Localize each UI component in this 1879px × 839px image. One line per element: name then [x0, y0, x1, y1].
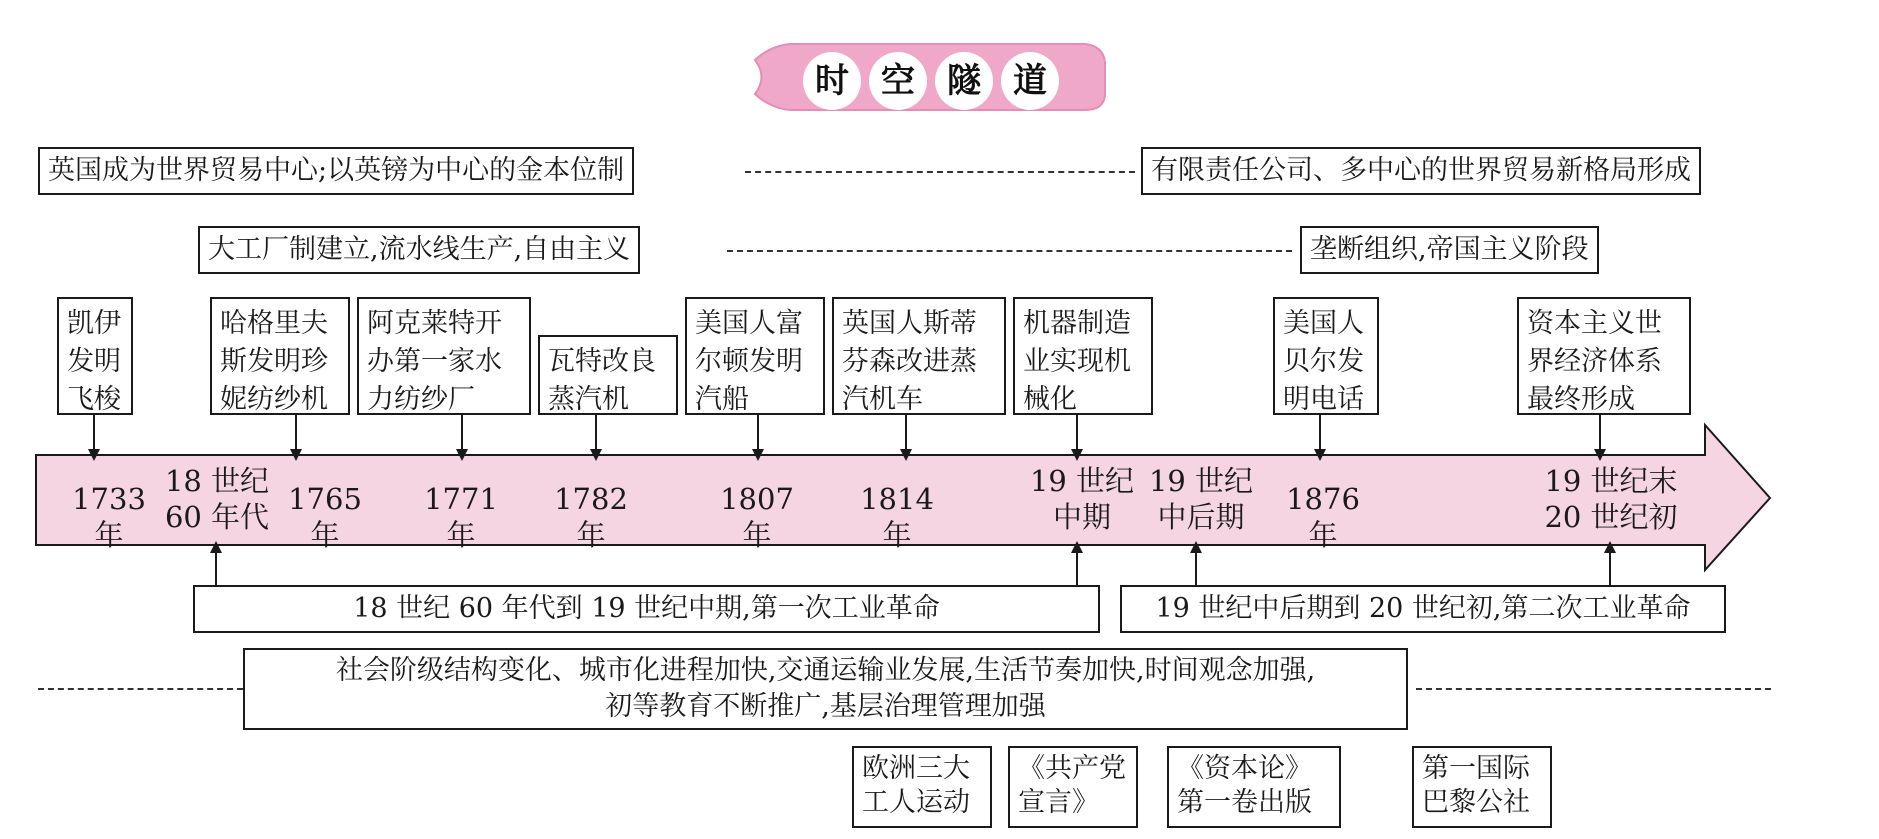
theme-limited-company: 有限责任公司、多中心的世界贸易新格局形成 — [1141, 147, 1701, 195]
event-steamboat: 美国人富 尔顿发明 汽船 — [685, 297, 825, 415]
timeline-date: 1876 年 — [1286, 482, 1360, 552]
title-char: 空 — [869, 52, 927, 110]
timeline-date: 19 世纪末 20 世纪初 — [1544, 464, 1678, 534]
movement-das-kapital: 《资本论》 第一卷出版 — [1167, 746, 1341, 828]
event-steam-engine: 瓦特改良 蒸汽机 — [538, 335, 678, 415]
timeline-date: 1782 年 — [554, 482, 628, 552]
timeline-date: 19 世纪 中后期 — [1148, 464, 1254, 534]
event-telephone: 美国人 贝尔发 明电话 — [1273, 297, 1379, 415]
theme-factory-system: 大工厂制建立,流水线生产,自由主义 — [198, 226, 640, 274]
first-industrial-revolution: 18 世纪 60 年代到 19 世纪中期,第一次工业革命 — [193, 585, 1100, 633]
event-world-economic-system: 资本主义世 界经济体系 最终形成 — [1517, 297, 1691, 415]
timeline-date: 1765 年 — [288, 482, 362, 552]
event-spinning-jenny: 哈格里夫 斯发明珍 妮纺纱机 — [210, 297, 350, 415]
social-impact-line: 初等教育不断推广,基层治理管理加强 — [605, 691, 1046, 722]
title-char: 时 — [803, 52, 861, 110]
timeline-date: 19 世纪 中期 — [1029, 464, 1135, 534]
dashed-connector — [1416, 688, 1771, 690]
event-locomotive: 英国人斯蒂 芬森改进蒸 汽机车 — [832, 297, 1006, 415]
movement-workers-movements: 欧洲三大 工人运动 — [852, 746, 992, 828]
second-industrial-revolution: 19 世纪中后期到 20 世纪初,第二次工业革命 — [1120, 585, 1726, 633]
event-water-frame-mill: 阿克莱特开 办第一家水 力纺纱厂 — [357, 297, 531, 415]
title-char: 道 — [1001, 52, 1059, 110]
timeline-date: 1814 年 — [860, 482, 934, 552]
timeline-date: 18 世纪 60 年代 — [164, 464, 270, 534]
theme-trade-gold-standard: 英国成为世界贸易中心;以英镑为中心的金本位制 — [38, 147, 634, 195]
event-flying-shuttle: 凯伊 发明 飞梭 — [57, 297, 133, 415]
social-impact-box — [243, 648, 1408, 730]
movement-first-international: 第一国际 巴黎公社 — [1412, 746, 1552, 828]
dashed-connector — [38, 688, 243, 690]
timeline-date: 1733 年 — [72, 482, 146, 552]
title-char: 隧 — [935, 52, 993, 110]
theme-monopoly: 垄断组织,帝国主义阶段 — [1300, 226, 1599, 274]
movement-communist-manifesto: 《共产党 宣言》 — [1008, 746, 1138, 828]
timeline-date: 1771 年 — [424, 482, 498, 552]
event-machine-manufacturing: 机器制造 业实现机 械化 — [1013, 297, 1153, 415]
social-impact-line: 社会阶级结构变化、城市化进程加快,交通运输业发展,生活节奏加快,时间观念加强, — [335, 655, 1316, 686]
timeline-date: 1807 年 — [720, 482, 794, 552]
